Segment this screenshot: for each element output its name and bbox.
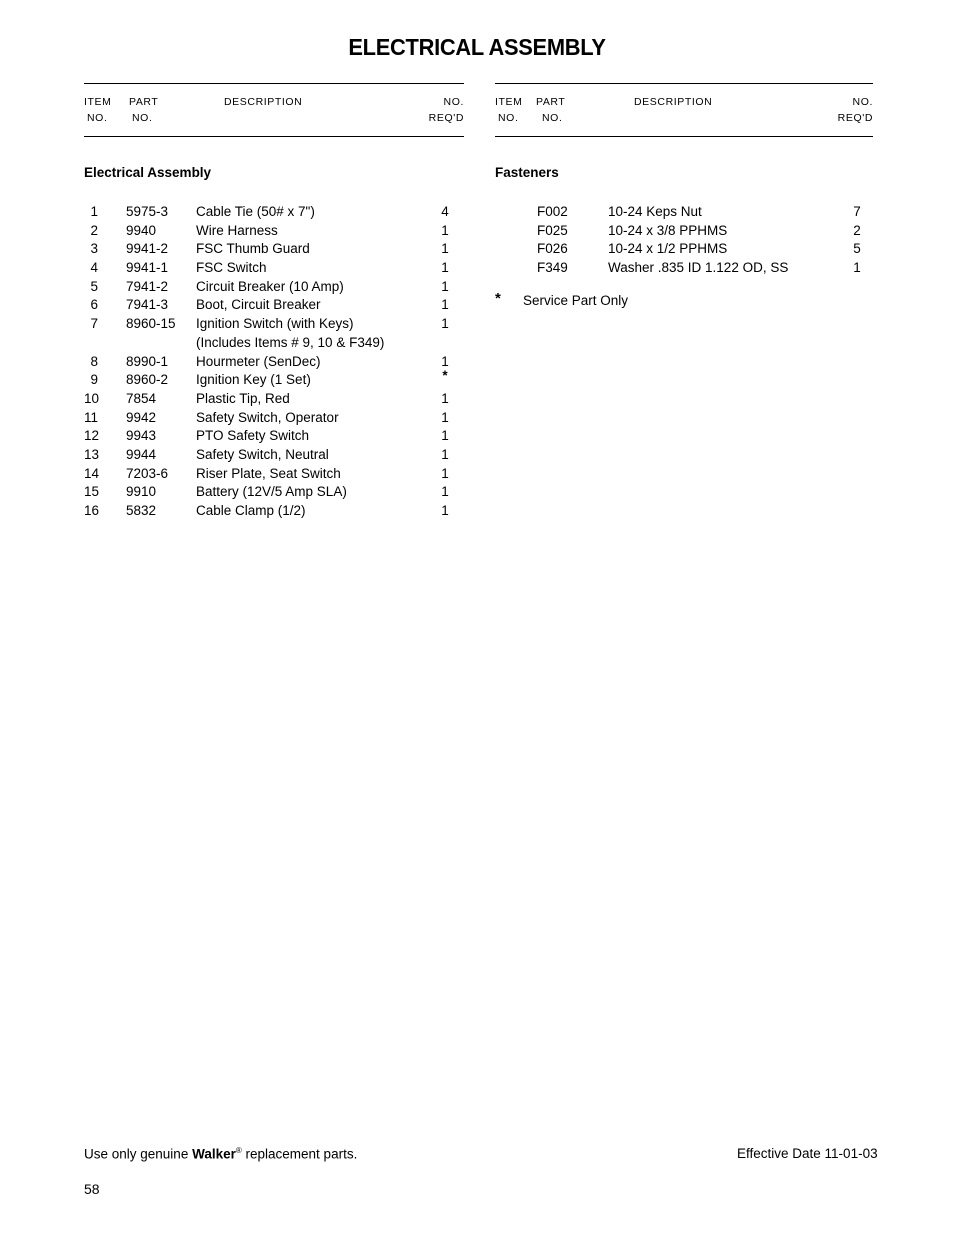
part-number: 9942 <box>126 409 157 425</box>
part-description: Battery (12V/5 Amp SLA) <box>196 484 347 500</box>
item-number: 14 <box>84 465 100 481</box>
section-title: Fasteners <box>495 165 559 180</box>
part-description: 10-24 x 3/8 PPHMS <box>608 222 728 238</box>
quantity-required: * <box>442 368 448 384</box>
part-description: Cable Tie (50# x 7") <box>196 204 315 219</box>
part-description: FSC Thumb Guard <box>196 241 310 257</box>
part-number: 8960-15 <box>126 316 176 332</box>
quantity-required: 1 <box>441 241 449 257</box>
quantity-required: 1 <box>441 484 449 500</box>
item-no-header: ITEM NO. <box>495 96 523 124</box>
part-description: Riser Plate, Seat Switch <box>196 465 341 481</box>
description-header: DESCRIPTION <box>634 96 713 108</box>
quantity-required: 1 <box>441 409 449 425</box>
part-description: Cable Clamp (1/2) <box>196 503 306 518</box>
part-number: F349 <box>537 260 568 276</box>
table-row <box>84 353 464 372</box>
part-description: 10-24 x 1/2 PPHMS <box>608 241 728 257</box>
part-number: 7941-3 <box>126 297 169 313</box>
part-number: 9944 <box>126 446 157 462</box>
part-description: Boot, Circuit Breaker <box>196 297 321 313</box>
table-row <box>495 240 873 259</box>
table-row <box>84 240 464 259</box>
effective-date: Effective Date 11-01-03 <box>737 1146 878 1161</box>
right-parts-column <box>495 83 873 308</box>
quantity-required: 1 <box>441 503 449 518</box>
quantity-required: 1 <box>853 260 861 276</box>
item-number: 5 <box>90 278 98 294</box>
qty-header: NO. REQ'D <box>428 96 464 124</box>
quantity-required: 5 <box>853 241 861 257</box>
part-number: 9941-1 <box>126 260 169 276</box>
part-description: FSC Switch <box>196 260 267 276</box>
table-header <box>84 83 464 137</box>
quantity-required: 1 <box>441 353 449 369</box>
table-row <box>84 465 464 484</box>
part-number: 7203-6 <box>126 465 169 481</box>
item-number: 13 <box>84 446 100 462</box>
table-row <box>84 259 464 278</box>
item-number: 1 <box>90 204 98 219</box>
part-number: 9910 <box>126 484 157 500</box>
item-number: 15 <box>84 484 100 500</box>
part-description: 10-24 Keps Nut <box>608 204 702 219</box>
table-row <box>84 315 464 334</box>
table-row <box>84 278 464 297</box>
registered-mark: ® <box>235 1146 242 1155</box>
part-number: F026 <box>537 241 568 257</box>
part-number: 9940 <box>126 222 157 238</box>
part-description: Ignition Switch (with Keys) <box>196 316 354 332</box>
part-number: F025 <box>537 222 568 238</box>
table-row <box>84 390 464 409</box>
description-header: DESCRIPTION <box>224 96 303 108</box>
item-number: 12 <box>84 428 100 444</box>
part-number: 8990-1 <box>126 353 169 369</box>
table-row <box>84 409 464 428</box>
note-text: Service Part Only <box>523 293 629 308</box>
table-row <box>495 259 873 278</box>
quantity-required: 2 <box>853 222 861 238</box>
section-title: Electrical Assembly <box>84 165 212 180</box>
part-description: Plastic Tip, Red <box>196 390 290 406</box>
quantity-required: 1 <box>441 260 449 276</box>
left-parts-column <box>84 83 464 518</box>
part-description: Hourmeter (SenDec) <box>196 353 321 369</box>
part-number: 7854 <box>126 390 157 406</box>
page-number: 58 <box>84 1181 100 1197</box>
part-description: Ignition Key (1 Set) <box>196 372 311 388</box>
table-row <box>84 502 464 521</box>
part-description: PTO Safety Switch <box>196 428 310 444</box>
part-number: 5975-3 <box>126 204 169 219</box>
table-row <box>84 334 464 353</box>
item-number: 3 <box>90 241 98 257</box>
quantity-required: 1 <box>441 465 449 481</box>
table-row <box>495 203 873 222</box>
table-row <box>84 446 464 465</box>
item-number: 16 <box>84 503 100 518</box>
part-number: 7941-2 <box>126 278 169 294</box>
part-number: 8960-2 <box>126 372 169 388</box>
part-no-header: PART NO. <box>129 96 159 124</box>
page-title: ELECTRICAL ASSEMBLY <box>348 34 606 60</box>
quantity-required: 1 <box>441 446 449 462</box>
fasteners-list <box>495 203 873 278</box>
item-number: 11 <box>84 409 99 425</box>
item-number: 9 <box>90 372 98 388</box>
part-description: Circuit Breaker (10 Amp) <box>196 278 344 294</box>
item-number: 8 <box>90 353 98 369</box>
part-description: Safety Switch, Operator <box>196 409 339 425</box>
part-description: Safety Switch, Neutral <box>196 446 329 462</box>
table-row <box>84 203 464 222</box>
quantity-required: 1 <box>441 297 449 313</box>
table-row <box>495 222 873 241</box>
part-number: 5832 <box>126 503 157 518</box>
quantity-required: 1 <box>441 390 449 406</box>
part-description: Washer .835 ID 1.122 OD, SS <box>608 260 789 276</box>
table-row <box>84 222 464 241</box>
quantity-required: 1 <box>441 278 449 294</box>
quantity-required: 7 <box>853 204 861 219</box>
quantity-required: 1 <box>441 222 449 238</box>
quantity-required: 1 <box>441 428 449 444</box>
part-number: 9941-2 <box>126 241 169 257</box>
part-number: F002 <box>537 204 568 219</box>
part-number: 9943 <box>126 428 157 444</box>
table-row <box>84 427 464 446</box>
item-number: 6 <box>90 297 98 313</box>
table-row <box>84 483 464 502</box>
item-number: 10 <box>84 390 100 406</box>
table-header <box>495 83 873 137</box>
brand-name: Walker <box>192 1146 236 1162</box>
asterisk-symbol: * <box>495 290 501 307</box>
part-no-header: PART NO. <box>536 96 566 124</box>
part-description: Wire Harness <box>196 222 278 238</box>
footer-notice: Use only genuine Walker® replacement parts. <box>84 1146 358 1162</box>
parts-list <box>84 203 464 521</box>
item-number: 2 <box>90 222 98 238</box>
item-number: 4 <box>90 260 98 276</box>
item-number: 7 <box>90 316 98 332</box>
quantity-required: 1 <box>441 316 449 332</box>
table-row <box>84 296 464 315</box>
item-no-header: ITEM NO. <box>84 96 112 124</box>
part-description: (Includes Items # 9, 10 & F349) <box>196 334 385 350</box>
qty-header: NO. REQ'D <box>837 96 873 124</box>
quantity-required: 4 <box>441 204 449 219</box>
table-row <box>84 368 464 390</box>
